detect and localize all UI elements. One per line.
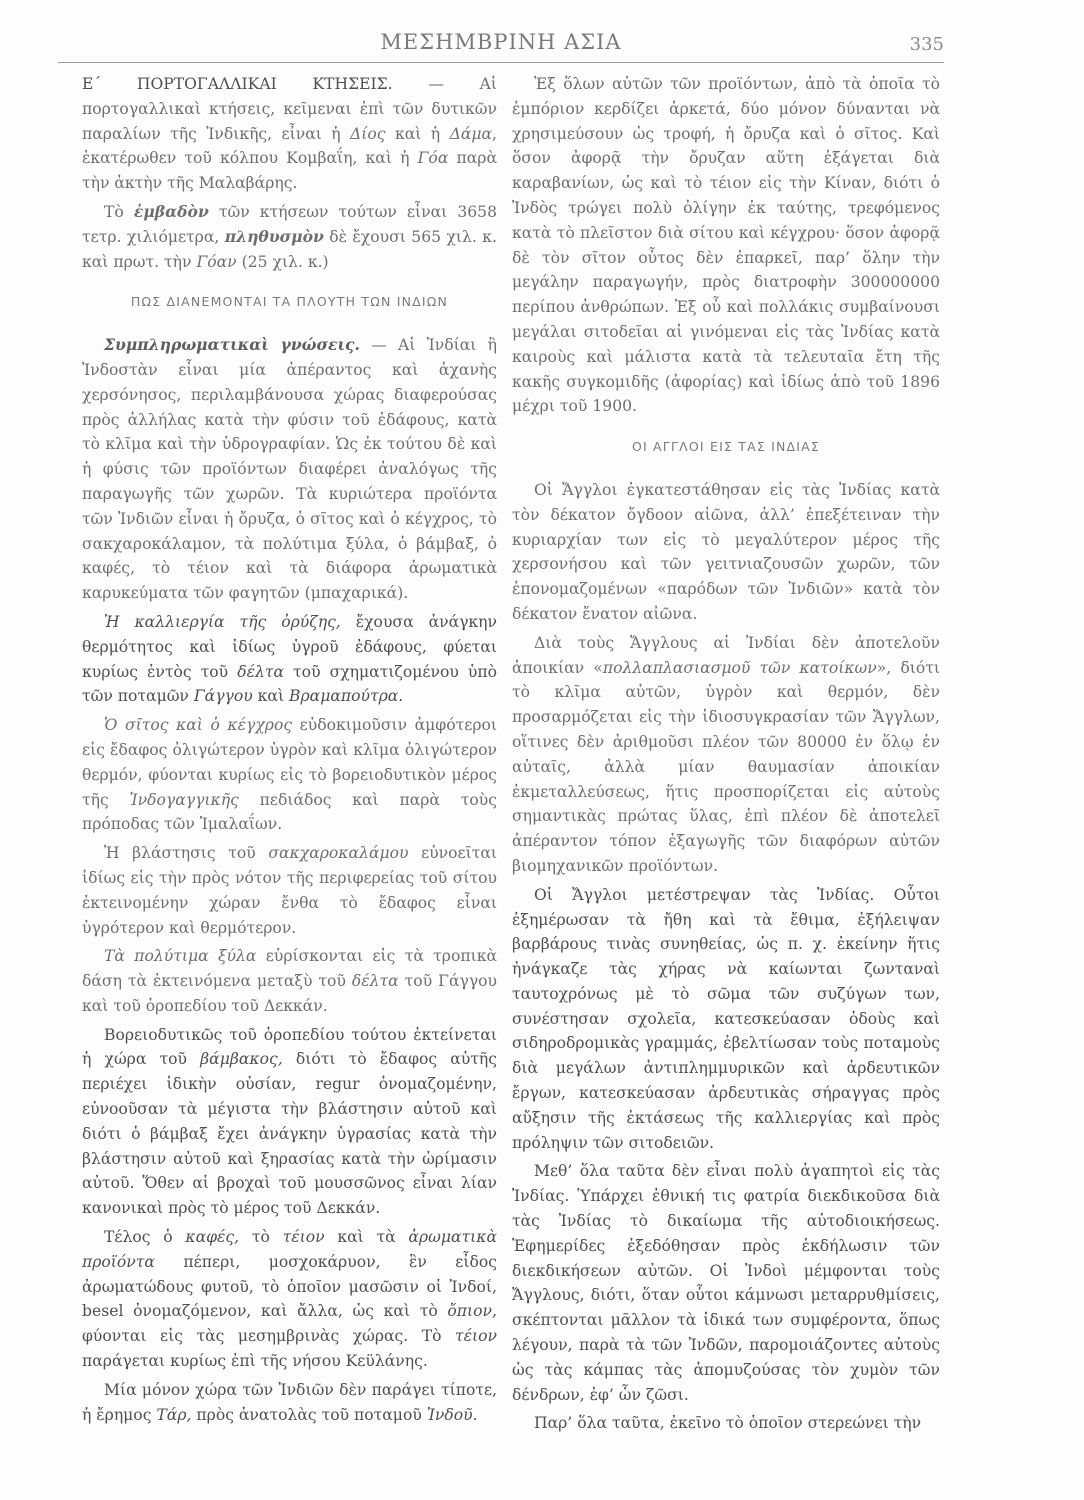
text-run: τῶν κτήσεων τούτων εἶναι 3658 τετρ. χιλιόμετρα,: [82, 202, 498, 246]
paragraph-continuation: Παρ’ ὅλα ταῦτα, ἐκεῖνο τὸ ὁποῖον στερεώνει τὴν: [534, 1414, 922, 1433]
text-run: Τὸ: [104, 202, 134, 221]
keyword: βάμβακος,: [200, 1050, 283, 1069]
text-run: τὸ: [239, 1228, 283, 1247]
place-name: Γάγγου: [193, 687, 253, 706]
place-name: Γόαν: [196, 252, 237, 271]
paragraph-cotton: [82, 1023, 497, 1221]
lead-phrase: Τὰ πολύτιμα ξύλα: [104, 947, 257, 966]
text-run: παράγεται κυρίως ἐπὶ τῆς νήσου Κεϋλάνης.: [82, 1352, 428, 1371]
paragraph-supplementary: [82, 333, 497, 606]
section-lead: Ε΄ ΠΟΡΤΟΓΑΛΛΙΚΑΙ ΚΤΗΣΕΙΣ.: [82, 75, 393, 93]
section-heading-wealth: ΠΩΣ ΔΙΑΝΕΜΟΝΤΑΙ ΤΑ ΠΛΟΥΤΗ ΤΩΝ ΙΝΔΙΩΝ: [130, 294, 449, 310]
place-name: Τάρ,: [156, 1405, 192, 1424]
keyword: ἐμβαδὸν: [133, 201, 209, 221]
paragraph-discontent: Μεθ’ ὅλα ταῦτα δὲν εἶναι πολὺ ἀγαπητοὶ εἰς τὰς Ἰνδίας. Ὑπάρχει ἐθνική τις φατρία διεκδικοῦσα διὰ τὰς Ἰνδίας τὸ δικαίωμα τῆς αὐτοδιοικήσεως. Ἐφημερίδες ἐξεδόθησαν πρὸς ἐκδήλωσιν τῶν διεκδικήσεων αὐτῶν. Οἱ Ἰνδοὶ μέμφονται τοὺς Ἄγγλους, διότι, ὅταν οὗτοι κάμνωσι μεταρρυθμίσεις, σκέπτονται μᾶλλον τὰ ἰδικά των συμφέροντα, ὅπως λέγουν, παρὰ τὰ τῶν Ἰνδῶν, παρομοιάζοντες αὐτοὺς ὡς τὰς κάμπας τὰς ἀπομυζούσας τὸν χυμὸν τῶν δένδρων, ἐφ’ ὧν ζῶσι.: [512, 1162, 940, 1404]
right-column: [512, 72, 940, 1440]
text-run: εὐνοεῖται ἰδίως εἰς τὴν πρὸς νότον τῆς περιφερείας τοῦ σίτου ἐκτεινομένην χώραν ἔνθα τὸ ἔδαφος εἶναι ὑγρότερον καὶ θερμότερον.: [82, 844, 497, 937]
keyword: Ἰνδογαγγικῆς: [129, 790, 239, 809]
place-name: Δάμα: [449, 124, 493, 143]
section-heading-english: ΟΙ ΑΓΓΛΟΙ ΕΙΣ ΤΑΣ ΙΝΔΙΑΣ: [631, 439, 821, 455]
text-run: καὶ: [252, 687, 290, 706]
paragraph-exploitation-colony: [512, 631, 940, 879]
page-header: [58, 26, 944, 63]
paragraph-timber: [82, 944, 497, 1018]
text-run: Βορειοδυτικῶς τοῦ ὀροπεδίου τούτου ἐκτείνεται ἡ χώρα τοῦ: [82, 1025, 497, 1069]
text-run: », διότι τὸ κλῖμα αὐτῶν, ὑγρὸν καὶ θερμόν, δὲν προσαρμόζεται εἰς τὴν ἰδιοσυγκρασίαν τῶν Ἄγγλων, οἵτινες δὲν ἀριθμοῦσι πλέον τῶν 80000 ἐν ὅλῳ ἐν αὐταῖς, ἀλλὰ μίαν θαυμασίαν ἀποικίαν ἐκμεταλλεύσεως, ἥτις προσπορίζεται εἰς αὐτοὺς σημαντικὰς πρώτας ὕλας, ἐπὶ πλέον δὲ ἀποτελεῖ ἀπέραντον τόπον ἐξαγωγῆς τῶν διαφόρων αὐτῶν βιομηχανικῶν προϊόντων.: [512, 658, 941, 875]
lead-phrase: Συμπληρωματικαὶ γνώσεις.: [104, 335, 360, 355]
text-run: πρὸς ἀνατολὰς τοῦ ποταμοῦ: [191, 1405, 427, 1424]
paragraph-english-settlement: Οἱ Ἄγγλοι ἐγκατεστάθησαν εἰς τὰς Ἰνδίας κατὰ τὸν δέκατον ὄγδοον αἰῶνα, ἀλλ’ ἐπεξέτειναν τὴν κυριαρχίαν των εἰς τὸ μεγαλύτερον μέρος τῆς χερσονήσου καὶ τῶν γειτνιαζουσῶν χωρῶν, τῶν ἐπονομαζομένων «παρόδων τῶν Ἰνδιῶν» κατὰ τὸν δέκατον ἔνατον αἰῶνα.: [512, 480, 940, 623]
place-name: Ἰνδοῦ.: [426, 1405, 478, 1424]
text-run: Τέλος ὁ: [104, 1228, 186, 1247]
text-run: — Αἱ πορτογαλλικαὶ κτήσεις, κεῖμεναι ἐπὶ τῶν δυτικῶν παραλίων τῆς Ἰνδικῆς, εἶναι ἡ: [82, 75, 497, 143]
text-run: εὐδοκιμοῦσιν ἀμφότεροι εἰς ἔδαφος ὀλιγώτερον ὑγρὸν καὶ κλῖμα ὀλιγώτερον θερμόν, φύονται κυρίως εἰς τὸ βορειοδυτικὸν μέρος τῆς: [82, 716, 497, 809]
lead-phrase: Ἡ καλλιεργία τῆς ὀρύζης,: [104, 612, 341, 631]
paragraph-food-products: Ἐξ ὅλων αὐτῶν τῶν προϊόντων, ἀπὸ τὰ ὁποῖα τὸ ἐμπόριον κερδίζει ἀρκετά, δύο μόνον δύνανται νὰ χρησιμεύσουν ὡς τροφή, ἡ ὄρυζα καὶ ὁ σῖτος. Καὶ ὅσον ἀφορᾷ τὴν ὄρυζαν αὕτη ἐξάγεται διὰ καραβανίων, ὡς καὶ τὸ τέιον εἰς τὴν Κίναν, διότι ὁ Ἰνδὸς τρώγει πολὺ ὀλίγην ἐκ ταύτης, τρεφόμενος κατὰ τὸ πλεῖστον διὰ σίτου καὶ κέγχρου· ὅσον ἀφορᾷ δὲ τὸν σῖτον οὗτος δὲν ἐπαρκεῖ, παρ’ ὅλην τὴν μεγάλην παραγωγήν, πρὸς διατροφὴν 300000000 περίπου ἀνθρώπων. Ἐξ οὗ καὶ πολλάκις συμβαίνουσι μεγάλαι σιτοδεῖαι αἱ γινόμεναι εἰς τὰς Ἰνδίας κατὰ καιροὺς καὶ μάλιστα κατὰ τὰ τελευταῖα ἔτη τῆς κακῆς συγκομιδῆς (ἀφορίας) καὶ ἰδίως ἀπὸ τοῦ 1896 μέχρι τοῦ 1900.: [512, 75, 940, 416]
text-run: πεδιάδος καὶ παρὰ τοὺς πρόποδας τῶν Ἱμαλαΐων.: [82, 790, 497, 834]
paragraph-coffee-tea-spices: [82, 1225, 497, 1374]
lead-phrase: Ὁ σῖτος καὶ ὁ κέγχρος: [104, 716, 293, 735]
text-run: πέπερι, μοσχοκάρυον, ἓν εἶδος ἀρωματώδους φυτοῦ, τὸ ὁποῖον μασῶσιν οἱ Ἰνδοί, besel ὀνομαζόμενον, καὶ ἄλλα, ὡς καὶ τὸ: [82, 1252, 497, 1321]
keyword: ὄπιον,: [447, 1302, 497, 1321]
text-run: — Αἱ Ἰνδίαι ἢ Ἰνδοστὰν εἶναι μία ἀπέραντος καὶ ἀχανὴς χερσόνησος, περιλαμβάνουσα χώρας διαφερούσας πρὸς ἀλλήλας κατὰ τὴν φύσιν τοῦ ἐδάφους, κατὰ τὸ κλῖμα καὶ τὴν ὑδρογραφίαν. Ὡς ἐκ τούτου δὲ καὶ ἡ φύσις τῶν προϊόντων διαφέρει ἀναλόγως τῆς παραγωγῆς τῶν χωρῶν. Τὰ κυριώτερα προϊόντα τῶν Ἰνδιῶν εἶναι ἡ ὄρυζα, ὁ σῖτος καὶ ὁ κέγχρος, τὸ σακχαροκάλαμον, τὰ πολύτιμα ξύλα, ὁ βάμβαξ, ὁ καφές, τὸ τέιον καὶ τὰ διάφορα ἀρωματικὰ καρυκεύματα τῶν φαγητῶν (μπαχαρικά).: [82, 336, 497, 603]
keyword: καφές,: [185, 1228, 240, 1247]
text-run: ἔχουσα ἀνάγκην θερμότητος καὶ ἰδίως ὑγροῦ ἐδάφους, φύεται κυρίως ἐντὸς τοῦ: [82, 612, 498, 681]
text-run: καὶ ἡ: [385, 124, 450, 143]
keyword: ἀρωματικὰ προϊόντα: [82, 1228, 497, 1271]
page-number: 335: [909, 34, 944, 55]
keyword: σακχαροκαλάμου: [268, 844, 409, 863]
text-run: , ἑκατέρωθεν τοῦ κόλπου Κομβαΐη, καὶ ἡ: [82, 124, 497, 168]
place-name: Γόα: [417, 149, 449, 168]
paragraph-reforms: Οἱ Ἄγγλοι μετέστρεψαν τὰς Ἰνδίας. Οὗτοι ἐξημέρωσαν τὰ ἤθη καὶ τὰ ἔθιμα, ἐξήλειψαν βαρβάρους τινὰς συνηθείας, ὡς π. χ. ἐκείνην ἥτις ἠνάγκαζε τὰς χήρας νὰ καίωνται ζωνταναὶ ταυτοχρόνως μὲ τὸ σῶμα τῶν συζύγων των, συνέστησαν σχολεῖα, κατεσκεύασαν ὁδοὺς καὶ σιδηροδρομικὰς γραμμάς, ἐβελτίωσαν τοὺς ποταμοὺς διὰ μεγάλων ἀντιπλημμυρικῶν καὶ ἀρδευτικῶν ἔργων, κατεσκεύασαν ἀρδευτικὰς σήραγγας πρὸς αὔξησιν τῆς ἐκτάσεως τῆς καλλιεργίας καὶ πρὸς πρόληψιν τῶν σιτοδειῶν.: [512, 885, 940, 1152]
keyword: τέιον: [455, 1327, 497, 1346]
text-run: δὲ ἔχουσι 565 χιλ. κ. καὶ πρωτ. τὴν: [82, 227, 497, 271]
text-run: τοῦ Γάγγου καὶ τοῦ ὀροπεδίου τοῦ Δεκκάν.: [82, 972, 498, 1015]
place-name: Βραμαπούτρα.: [289, 687, 404, 706]
paragraph-rice: [82, 610, 497, 709]
keyword: τέιον: [282, 1228, 325, 1247]
text-run: φύονται εἰς τὰς μεσημβρινὰς χώρας. Τὸ: [82, 1327, 456, 1346]
text-run: παρὰ τὴν ἀκτὴν τῆς Μαλαβάρης.: [82, 149, 497, 193]
paragraph-portuguese-possessions: [82, 72, 497, 196]
keyword: δέλτα: [351, 972, 399, 991]
place-name: Δίος: [350, 124, 386, 143]
text-run: Μία μόνον χώρα τῶν Ἰνδιῶν δὲν παράγει τίποτε, ἡ ἔρημος: [82, 1380, 497, 1424]
text-run: Ἡ βλάστησις τοῦ: [104, 844, 269, 863]
text-run: διότι τὸ ἔδαφος αὐτῆς περιέχει ἰδικὴν οὐσίαν, regur ὀνομαζομένην, εὐνοοῦσαν τὰ μέγιστα τὴν βλάστησιν αὐτοῦ καὶ διότι ὁ βάμβαξ ἔχει ἀνάγκην ὑγρασίας κατὰ τὴν βλάστησιν αὐτοῦ καὶ ξηρασίας κατὰ τὴν ὡρίμασιν αὐτοῦ. Ὅθεν αἱ βροχαὶ τοῦ μουσσῶνος εἶναι λίαν κανονικαὶ πρὸς τὸ μέρος τοῦ Δεκκάν.: [82, 1050, 498, 1218]
paragraph-thar-desert: [82, 1378, 497, 1428]
left-column: [82, 72, 497, 1431]
paragraph-wheat-millet: [82, 713, 497, 837]
running-title: ΜΕΣΗΜΒΡΙΝΗ ΑΣΙΑ: [380, 30, 622, 54]
text-run: Διὰ τοὺς Ἄγγλους αἱ Ἰνδίαι δὲν ἀποτελοῦν ἀποικίαν «: [512, 633, 940, 677]
keyword: πολλαπλασιασμοῦ τῶν κατοίκων: [602, 658, 877, 677]
text-run: τοῦ σχηματιζομένου ὑπὸ τῶν ποταμῶν: [82, 662, 497, 706]
paragraph-sugarcane: [82, 841, 497, 940]
keyword: πληθυσμὸν: [224, 226, 324, 246]
keyword: δέλτα: [237, 662, 284, 681]
text-run: (25 χιλ. κ.): [236, 252, 329, 271]
text-run: εὑρίσκονται εἰς τὰ τροπικὰ δάση τὰ ἐκτεινόμενα μεταξὺ τοῦ: [82, 947, 497, 991]
text-run: καὶ τὰ: [324, 1228, 409, 1247]
paragraph-area-population: [82, 200, 497, 274]
